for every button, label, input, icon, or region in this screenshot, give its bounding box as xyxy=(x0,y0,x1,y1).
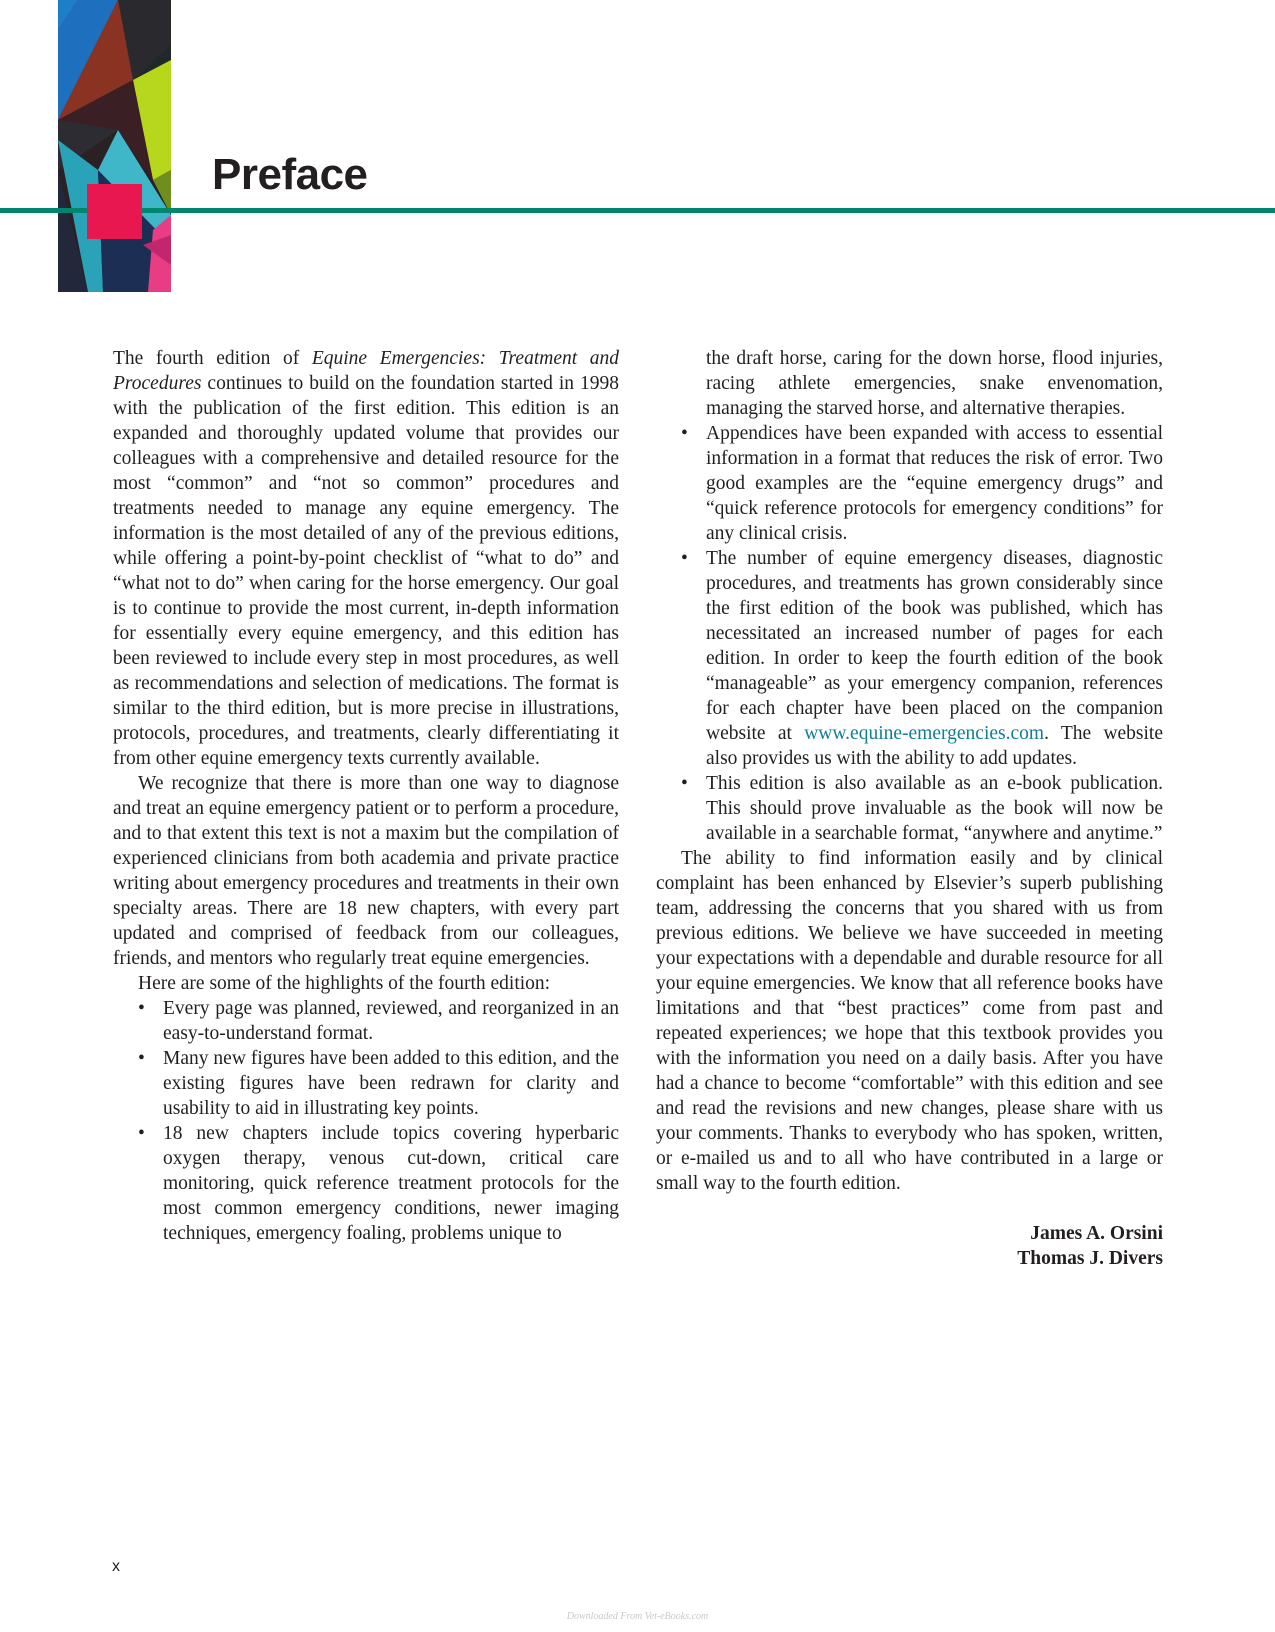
intro-prefix: The fourth edition of xyxy=(113,348,312,369)
accent-square xyxy=(87,184,142,239)
book-title: Equine Emergencies: Treatment and Procedures xyxy=(113,348,620,394)
list-item xyxy=(706,546,1163,771)
left-column xyxy=(113,346,619,1246)
list-item-continuation: the draft horse, caring for the down horse, flood injuries, racing athlete emergencies, snake envenomation, managing the starved horse, and alternative therapies. xyxy=(706,348,1163,419)
list-item: • Many new figures have been added to this edition, and the existing figures have been redrawn for clarity and usability to aid in illustrating key points. xyxy=(163,1046,619,1121)
signature-block xyxy=(656,1221,1163,1271)
list-item: • 18 new chapters include topics covering hyperbaric oxygen therapy, venous cut-down, critical care monitoring, quick reference treatment protocols for the most common emergency conditions, newer imaging techniques, emergency foaling, problems unique to xyxy=(163,1121,619,1246)
highlights-intro: Here are some of the highlights of the fourth edition: xyxy=(138,973,551,994)
closing-paragraph: The ability to find information easily and by clinical complaint has been enhanced by Elsevier’s superb publishing team, addressing the concerns that you shared with us from previous editions. We believe we have succeeded in meeting your expectations with a dependable and durable resource for all your equine emergencies. We know that all reference books have limitations and that “best practices” come from past and repeated experiences; we hope that this textbook provides you with the information you need on a daily basis. After you have had a chance to become “comfortable” with this edition and see and read the revisions and new changes, please share with us your comments. Thanks to everybody who has spoken, written, or e-mailed us and to all who have contributed in a large or small way to the fourth edition. xyxy=(656,848,1163,1194)
second-paragraph: We recognize that there is more than one way to diagnose and treat an equine emergency patient or to perform a procedure, and to that extent this text is not a maxim but the compilation of experienced clinicians from both academia and private practice writing about emergency procedures and treatments in their own specialty areas. There are 18 new chapters, with every part updated and comprised of feedback from our colleagues, friends, and mentors who regularly treat equine emergencies. xyxy=(113,773,619,969)
highlights-list-continued xyxy=(656,421,1163,846)
header-rule xyxy=(0,208,1275,213)
author-name: James A. Orsini xyxy=(1030,1223,1163,1244)
decorative-banner-graphic xyxy=(58,0,171,292)
page-title: Preface xyxy=(212,150,368,199)
right-column xyxy=(656,346,1163,1271)
watermark: Downloaded From Vet-eBooks.com xyxy=(566,1611,709,1622)
intro-rest: continues to build on the foundation started in 1998 with the publication of the first edition. This edition is an expanded and thoroughly updated volume that provides our colleagues with a comprehensive and detailed resource for the most “common” and “not so common” procedures and treatments needed to manage any equine emergency. The information is the most detailed of any of the previous editions, while offering a point-by-point checklist of “what to do” and “what not to do” when caring for the horse emergency. Our goal is to continue to provide the most current, in-depth information for essentially every equine emergency, and this edition has been reviewed to include every step in most procedures, as well as recommendations and selection of medications. The format is similar to the third edition, but is more precise in illustrations, protocols, procedures, and treatments, clearly differentiating it from other equine emergency texts currently available. xyxy=(113,373,619,769)
companion-website-link[interactable]: www.equine-emergencies.com xyxy=(804,723,1045,744)
intro-paragraph xyxy=(113,346,619,771)
highlights-list xyxy=(113,996,619,1246)
list-item-text: . The website also provides us with the ability to add updates. xyxy=(706,723,1164,769)
list-item: • This edition is also available as an e-book publication. This should prove invaluable as the book will now be available in a searchable format, “anywhere and anytime.” xyxy=(706,771,1163,846)
list-item: • Every page was planned, reviewed, and reorganized in an easy-to-understand format. xyxy=(163,996,619,1046)
page-number: x xyxy=(112,1558,120,1575)
list-item: • Appendices have been expanded with access to essential information in a format that reduces the risk of error. Two good examples are the “equine emergency drugs” and “quick reference protocols for emergency conditions” for any clinical crisis. xyxy=(706,421,1163,546)
list-item-text: The number of equine emergency diseases, diagnostic procedures, and treatments has grown considerably since the first edition of the book was published, which has necessitated an increased number of pages for each edition. In order to keep the fourth edition of the book “manageable” as your emergency companion, references for each chapter have been placed on the companion website at xyxy=(706,548,1163,744)
author-name: Thomas J. Divers xyxy=(1017,1248,1163,1269)
